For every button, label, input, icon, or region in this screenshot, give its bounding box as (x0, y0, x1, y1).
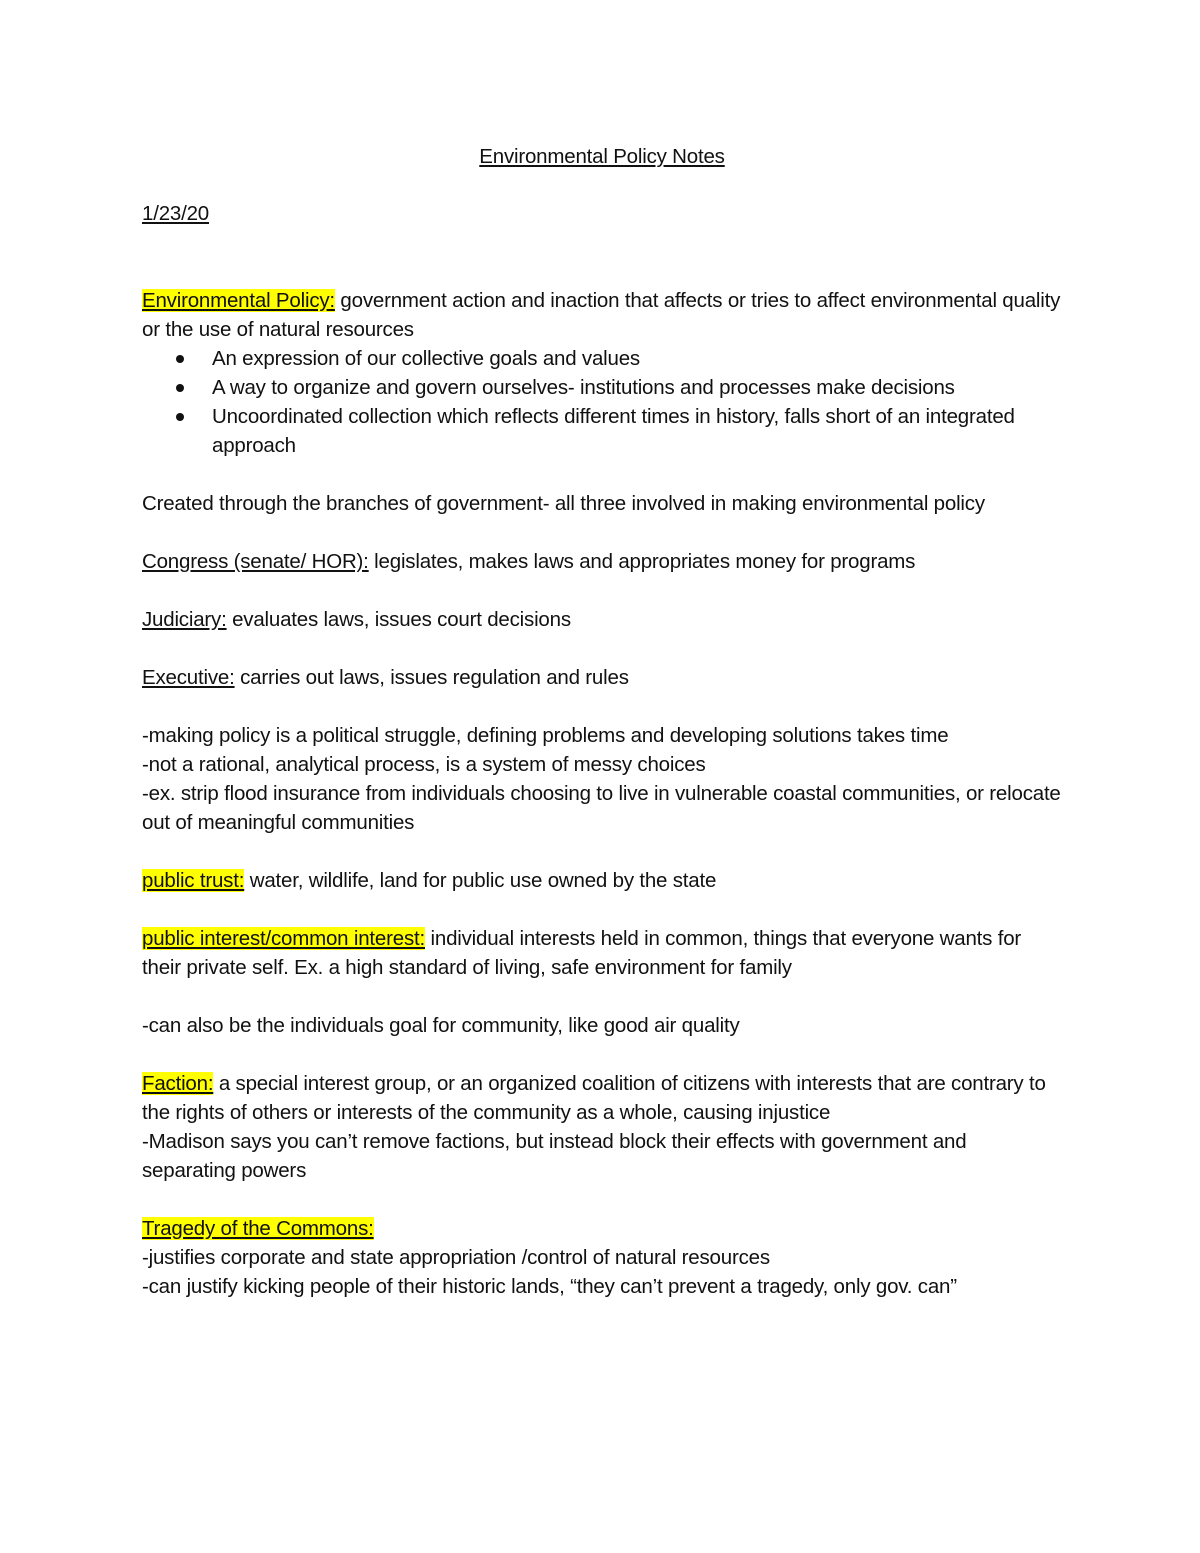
judiciary-definition (142, 605, 1062, 634)
policy-note: -making policy is a political struggle, defining problems and developing solutions takes time (142, 724, 949, 747)
list-item: Uncoordinated collection which reflects different times in history, falls short of an integrated approach (212, 402, 1062, 460)
branches-line: Created through the branches of government- all three involved in making environmental policy (142, 492, 985, 515)
faction-definition (142, 1069, 1062, 1127)
document-body (142, 142, 1062, 1301)
public-trust-term: public trust: (142, 869, 245, 892)
executive-text: carries out laws, issues regulation and rules (234, 666, 629, 689)
faction-text: a special interest group, or an organized coalition of citizens with interests that are contrary to the rights of others or interests of the community as a whole, causing injustice (142, 1072, 1046, 1124)
congress-definition (142, 547, 1062, 576)
document-title: Environmental Policy Notes (479, 145, 725, 168)
list-item: An expression of our collective goals and values (212, 344, 1062, 373)
faction-note: -Madison says you can’t remove factions, but instead block their effects with government and separating powers (142, 1130, 967, 1182)
env-policy-text: government action and inaction that affects or tries to affect environmental quality or the use of natural resources (142, 289, 1061, 341)
env-policy-term: Environmental Policy: (142, 289, 335, 312)
tragedy-term: Tragedy of the Commons: (142, 1217, 374, 1240)
public-interest-definition (142, 924, 1062, 982)
tragedy-note: -can justify kicking people of their historic lands, “they can’t prevent a tragedy, only gov. can” (142, 1275, 957, 1298)
list-item: A way to organize and govern ourselves- institutions and processes make decisions (212, 373, 1062, 402)
policy-note: -ex. strip flood insurance from individuals choosing to live in vulnerable coastal communities, or relocate out of meaningful communities (142, 782, 1061, 834)
executive-definition (142, 663, 1062, 692)
env-policy-definition (142, 286, 1062, 344)
judiciary-text: evaluates laws, issues court decisions (226, 608, 571, 631)
judiciary-term: Judiciary: (142, 608, 227, 631)
env-policy-bullet-list (142, 344, 1062, 460)
congress-term: Congress (senate/ HOR): (142, 550, 369, 573)
policy-note: -not a rational, analytical process, is a system of messy choices (142, 753, 706, 776)
executive-term: Executive: (142, 666, 235, 689)
tragedy-note: -justifies corporate and state appropriation /control of natural resources (142, 1246, 770, 1269)
public-interest-note: -can also be the individuals goal for community, like good air quality (142, 1014, 740, 1037)
public-interest-text: individual interests held in common, things that everyone wants for their private self. Ex. a high standard of living, safe environment for family (142, 927, 1022, 979)
tragedy-heading (142, 1214, 1062, 1243)
note-date: 1/23/20 (142, 202, 209, 225)
public-interest-term: public interest/common interest: (142, 927, 426, 950)
congress-text: legislates, makes laws and appropriates money for programs (368, 550, 916, 573)
public-trust-definition (142, 866, 1062, 895)
public-trust-text: water, wildlife, land for public use owned by the state (244, 869, 717, 892)
faction-term: Faction: (142, 1072, 214, 1095)
